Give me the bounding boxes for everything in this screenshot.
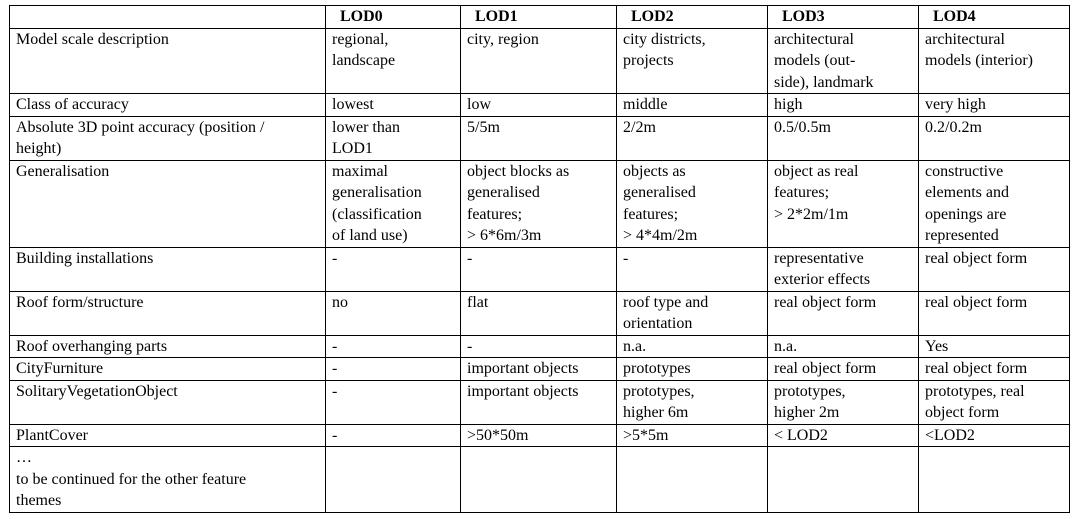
cell-lod2: n.a.: [617, 335, 768, 358]
cell-lod1: low: [461, 94, 617, 117]
cell-lod2: >5*5m: [617, 424, 768, 447]
table-row: [10, 116, 1070, 160]
cell-lod4: real object form: [919, 358, 1070, 381]
row-label: SolitaryVegetationObject: [10, 380, 326, 424]
cell-lod1: [461, 447, 617, 513]
cell-lod1: >50*50m: [461, 424, 617, 447]
cell-lod1: important objects: [461, 358, 617, 381]
cell-lod4: real object form: [919, 247, 1070, 291]
cell-lod0: -: [326, 424, 461, 447]
cell-lod1: 5/5m: [461, 116, 617, 160]
cell-lod3: 0.5/0.5m: [768, 116, 919, 160]
cell-lod2: objects as generalised features; > 4*4m/2m: [617, 160, 768, 247]
cell-lod3: representative exterior effects: [768, 247, 919, 291]
cell-lod4: architectural models (interior): [919, 28, 1070, 94]
header-cell-lod3: LOD3: [768, 6, 919, 29]
table-row: [10, 335, 1070, 358]
row-label: Generalisation: [10, 160, 326, 247]
cell-lod4: <LOD2: [919, 424, 1070, 447]
cell-lod2: prototypes, higher 6m: [617, 380, 768, 424]
row-label: Class of accuracy: [10, 94, 326, 117]
cell-lod3: prototypes, higher 2m: [768, 380, 919, 424]
cell-lod2: prototypes: [617, 358, 768, 381]
table-row: [10, 380, 1070, 424]
cell-lod4: [919, 447, 1070, 513]
table-row: [10, 447, 1070, 513]
row-label: Roof overhanging parts: [10, 335, 326, 358]
cell-lod0: maximal generalisation (classification of land use): [326, 160, 461, 247]
cell-lod2: roof type and orientation: [617, 291, 768, 335]
cell-lod2: [617, 447, 768, 513]
table-row: [10, 160, 1070, 247]
cell-lod3: architectural models (out- side), landmark: [768, 28, 919, 94]
cell-lod3: [768, 447, 919, 513]
table-row: [10, 28, 1070, 94]
cell-lod4: prototypes, real object form: [919, 380, 1070, 424]
header-cell-empty: [10, 6, 326, 29]
cell-lod3: real object form: [768, 291, 919, 335]
cell-lod1: flat: [461, 291, 617, 335]
table-header-row: [10, 6, 1070, 29]
cell-lod4: Yes: [919, 335, 1070, 358]
row-label: PlantCover: [10, 424, 326, 447]
row-label: Building installations: [10, 247, 326, 291]
cell-lod3: real object form: [768, 358, 919, 381]
cell-lod0: -: [326, 247, 461, 291]
cell-lod4: real object form: [919, 291, 1070, 335]
cell-lod2: middle: [617, 94, 768, 117]
cell-lod3: < LOD2: [768, 424, 919, 447]
cell-lod4: constructive elements and openings are represented: [919, 160, 1070, 247]
cell-lod0: lowest: [326, 94, 461, 117]
cell-lod4: 0.2/0.2m: [919, 116, 1070, 160]
header-cell-lod4: LOD4: [919, 6, 1070, 29]
row-label: Model scale description: [10, 28, 326, 94]
cell-lod0: -: [326, 380, 461, 424]
row-label: … to be continued for the other feature themes: [10, 447, 326, 513]
cell-lod1: -: [461, 247, 617, 291]
table-row: [10, 247, 1070, 291]
cell-lod0: -: [326, 358, 461, 381]
cell-lod4: very high: [919, 94, 1070, 117]
cell-lod2: 2/2m: [617, 116, 768, 160]
header-cell-lod2: LOD2: [617, 6, 768, 29]
cell-lod0: [326, 447, 461, 513]
row-label: CityFurniture: [10, 358, 326, 381]
row-label: Absolute 3D point accuracy (position / height): [10, 116, 326, 160]
table-row: [10, 424, 1070, 447]
cell-lod0: regional, landscape: [326, 28, 461, 94]
cell-lod1: object blocks as generalised features; > 6*6m/3m: [461, 160, 617, 247]
table-row: [10, 358, 1070, 381]
header-cell-lod0: LOD0: [326, 6, 461, 29]
cell-lod3: object as real features; > 2*2m/1m: [768, 160, 919, 247]
cell-lod0: lower than LOD1: [326, 116, 461, 160]
cell-lod0: -: [326, 335, 461, 358]
cell-lod0: no: [326, 291, 461, 335]
cell-lod2: city districts, projects: [617, 28, 768, 94]
cell-lod1: -: [461, 335, 617, 358]
cell-lod2: -: [617, 247, 768, 291]
cell-lod3: high: [768, 94, 919, 117]
cell-lod1: important objects: [461, 380, 617, 424]
table-row: [10, 291, 1070, 335]
header-cell-lod1: LOD1: [461, 6, 617, 29]
cell-lod1: city, region: [461, 28, 617, 94]
lod-comparison-table: [9, 5, 1070, 513]
table-row: [10, 94, 1070, 117]
cell-lod3: n.a.: [768, 335, 919, 358]
row-label: Roof form/structure: [10, 291, 326, 335]
